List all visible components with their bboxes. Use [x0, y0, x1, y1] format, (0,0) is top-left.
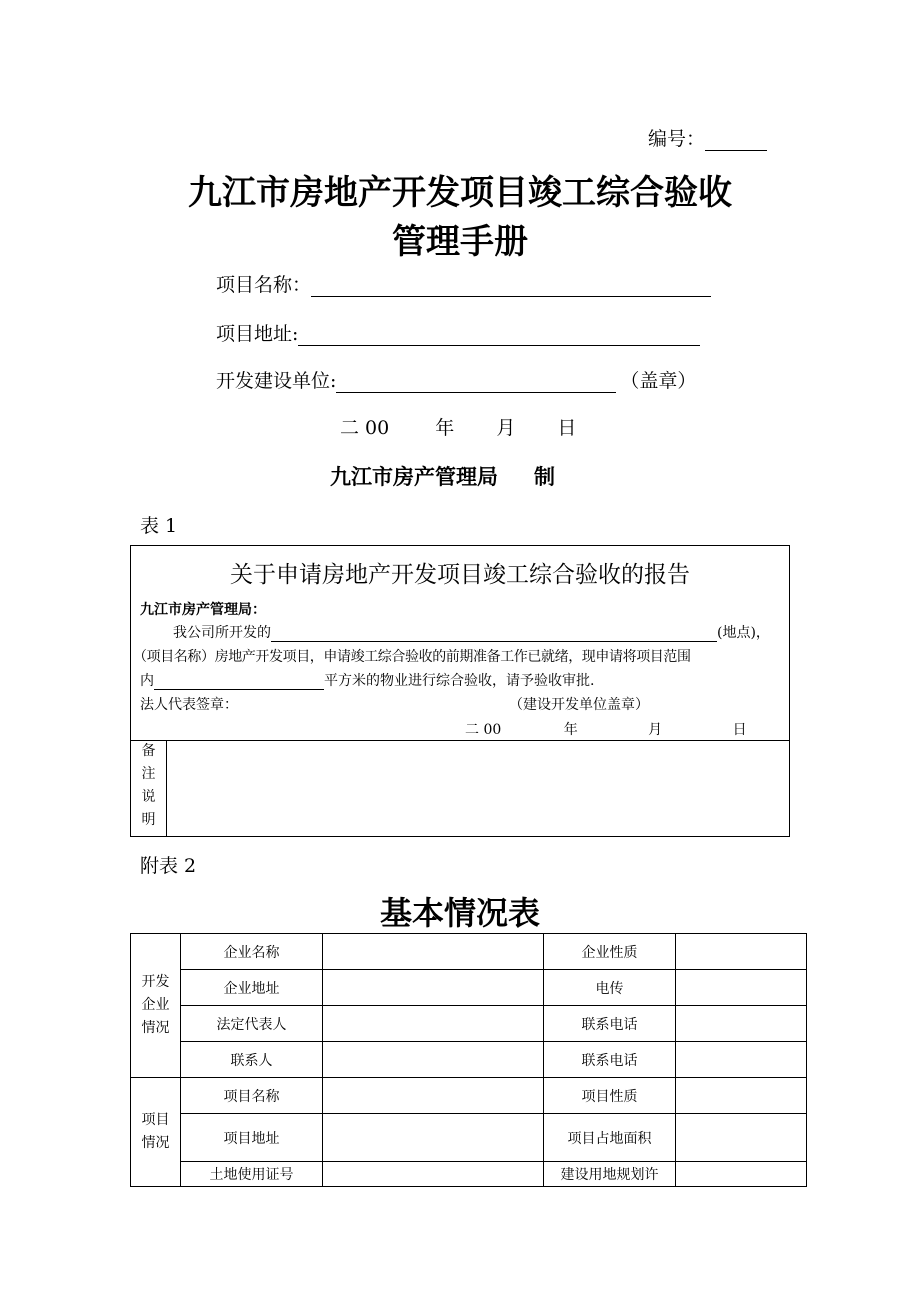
date-year: 年	[435, 417, 455, 439]
table-row	[131, 1042, 807, 1078]
group-project	[131, 1078, 181, 1187]
project-address-blank[interactable]	[298, 323, 700, 346]
value-phone-2[interactable]	[676, 1042, 807, 1078]
remarks-label	[131, 740, 167, 836]
group-developer-line2: 企业	[141, 997, 170, 1013]
report-line2: （项目名称）房地产开发项目，申请竣工综合验收的前期准备工作已就绪，现申请将项目范围	[133, 649, 691, 665]
report-date-year: 年	[563, 722, 578, 738]
group-developer	[131, 934, 181, 1078]
report-date	[465, 719, 747, 739]
label-company-type: 企业性质	[544, 934, 676, 970]
table-row	[131, 970, 807, 1006]
report-line3	[140, 670, 594, 690]
manual-title-line1: 九江市房地产开发项目竣工综合验收	[188, 173, 732, 213]
value-phone-1[interactable]	[676, 1006, 807, 1042]
remarks-char-1: 备	[141, 743, 156, 759]
report-seal: （建设开发单位盖章）	[509, 697, 649, 713]
issuer	[330, 461, 555, 491]
manual-title-line2: 管理手册	[392, 222, 528, 262]
value-company-address[interactable]	[323, 970, 544, 1006]
issuer-made: 制	[534, 465, 555, 489]
project-name-field	[216, 270, 711, 297]
group-developer-line1: 开发	[141, 974, 170, 990]
project-address-label: 项目地址:	[216, 323, 299, 345]
label-planning-permit: 建设用地规划许	[544, 1162, 676, 1187]
date-month: 月	[496, 417, 516, 439]
table-row	[131, 1078, 807, 1114]
report-date-month: 月	[648, 722, 663, 738]
project-name-blank[interactable]	[311, 274, 711, 297]
report-date-day: 日	[732, 722, 747, 738]
report-line1	[173, 622, 770, 642]
issuer-name: 九江市房产管理局	[330, 465, 498, 489]
project-name-label: 项目名称：	[216, 274, 312, 296]
group-developer-line3: 情况	[141, 1020, 170, 1036]
table-row	[131, 1006, 807, 1042]
value-company-name[interactable]	[323, 934, 544, 970]
label-land-area: 项目占地面积	[544, 1114, 676, 1162]
basic-info-title: 基本情况表	[379, 894, 540, 932]
value-land-cert[interactable]	[323, 1162, 544, 1187]
label-project-address: 项目地址	[181, 1114, 323, 1162]
project-address-field	[216, 319, 700, 346]
seal-label: （盖章）	[620, 370, 697, 392]
remarks-content[interactable]	[167, 741, 789, 836]
group-project-line1: 项目	[141, 1112, 170, 1128]
label-phone-1: 联系电话	[544, 1006, 676, 1042]
manual-date	[340, 413, 576, 440]
report-date-prefix: 二 00	[465, 722, 502, 738]
area-blank[interactable]	[154, 673, 324, 690]
document-number-blank[interactable]	[705, 128, 767, 151]
report-addressee: 九江市房产管理局：	[140, 602, 266, 618]
value-contact[interactable]	[323, 1042, 544, 1078]
date-day: 日	[557, 417, 577, 439]
report-title: 关于申请房地产开发项目竣工综合验收的报告	[230, 562, 690, 588]
label-phone-2: 联系电话	[544, 1042, 676, 1078]
label-company-name: 企业名称	[181, 934, 323, 970]
table-row	[131, 1114, 807, 1162]
table-row	[131, 1162, 807, 1187]
report-signature: 法人代表签章：	[140, 697, 238, 713]
date-prefix: 二 00	[340, 417, 390, 439]
report-line3-prefix: 内	[140, 673, 154, 689]
label-legal-rep: 法定代表人	[181, 1006, 323, 1042]
table1-label: 表 1	[140, 515, 178, 537]
label-project-type: 项目性质	[544, 1078, 676, 1114]
value-project-name[interactable]	[323, 1078, 544, 1114]
report-line1-suffix: (地点)，	[717, 625, 770, 641]
remarks-char-3: 说	[141, 789, 156, 805]
label-company-address: 企业地址	[181, 970, 323, 1006]
developer-field	[216, 366, 696, 393]
developer-label: 开发建设单位:	[216, 370, 337, 392]
value-project-address[interactable]	[323, 1114, 544, 1162]
value-land-area[interactable]	[676, 1114, 807, 1162]
value-company-type[interactable]	[676, 934, 807, 970]
group-project-line2: 情况	[141, 1135, 170, 1151]
report-line1-prefix: 我公司所开发的	[173, 625, 271, 641]
document-number	[648, 124, 767, 151]
table-row	[131, 934, 807, 970]
report-line3-suffix: 平方米的物业进行综合验收，请予验收审批.	[324, 673, 595, 689]
label-fax: 电传	[544, 970, 676, 1006]
value-fax[interactable]	[676, 970, 807, 1006]
label-contact: 联系人	[181, 1042, 323, 1078]
label-project-name: 项目名称	[181, 1078, 323, 1114]
value-planning-permit[interactable]	[676, 1162, 807, 1187]
remarks-char-4: 明	[141, 812, 156, 828]
basic-info-table	[130, 933, 807, 1187]
value-project-type[interactable]	[676, 1078, 807, 1114]
label-land-cert: 土地使用证号	[181, 1162, 323, 1187]
report-box	[130, 545, 790, 837]
table2-label: 附表 2	[140, 855, 197, 877]
developer-blank[interactable]	[336, 370, 616, 393]
remarks-char-2: 注	[141, 766, 156, 782]
value-legal-rep[interactable]	[323, 1006, 544, 1042]
document-number-label: 编号：	[648, 128, 706, 150]
location-blank[interactable]	[271, 625, 717, 642]
